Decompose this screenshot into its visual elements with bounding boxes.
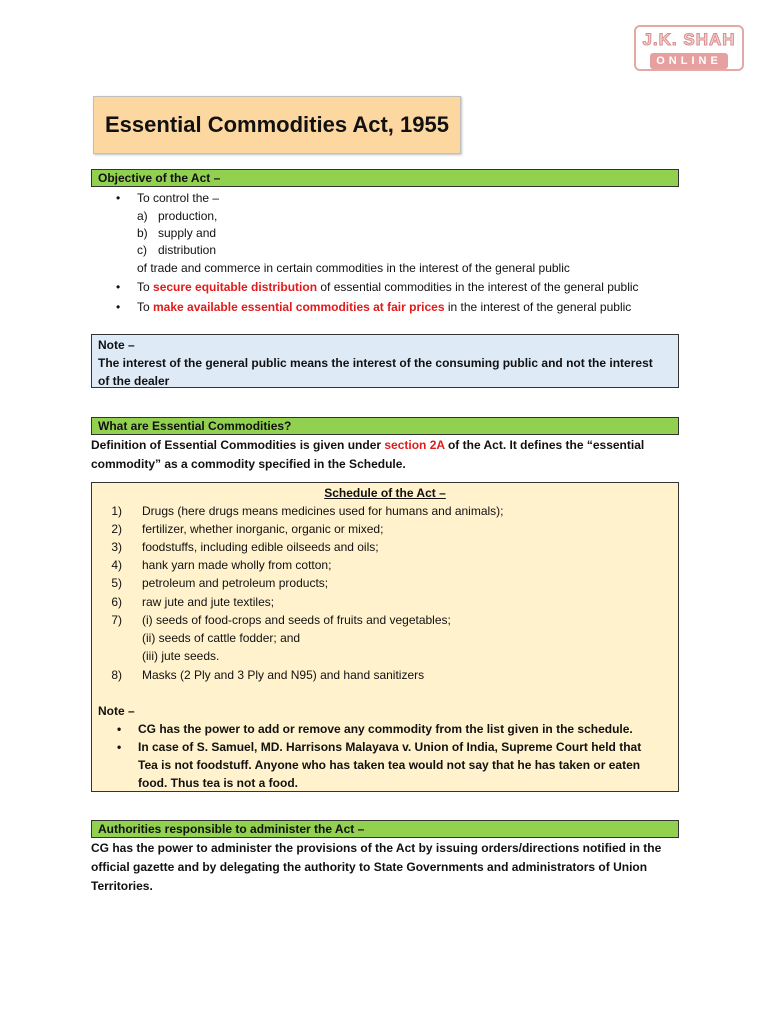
authorities-line: official gazette and by delegating the authority to State Governments and administrators of Union [91,860,648,874]
authorities-line: Territories. [91,879,153,893]
highlight-text: secure equitable distribution [153,280,318,294]
schedule-item: fertilizer, whether inorganic, organic or mixed; [142,522,384,536]
schedule-note-bullet1: CG has the power to add or remove any commodity from the list given in the schedule. [138,722,633,736]
objective-bullet2: To secure equitable distribution of essential commodities in the interest of the general public [137,280,639,294]
sub-item-label: c) [137,243,147,257]
note-box [91,334,679,388]
authorities-line: CG has the power to administer the provisions of the Act by issuing orders/directions notified in the [91,841,662,855]
schedule-item-number: 4) [111,558,122,572]
schedule-item: (iii) jute seeds. [142,649,220,663]
definition-line1: Definition of Essential Commodities is given under section 2A of the Act. It defines the “essential [91,438,645,452]
schedule-item-number: 7) [111,613,122,627]
schedule-item: Masks (2 Ply and 3 Ply and N95) and hand sanitizers [142,668,425,682]
schedule-item-number: 2) [111,522,122,536]
schedule-note-bullet2-line: In case of S. Samuel, MD. Harrisons Malayava v. Union of India, Supreme Court held that [138,740,642,754]
jk-shah-online-logo [634,25,744,71]
objective-continuation: of trade and commerce in certain commodities in the interest of the general public [137,261,570,275]
note-label: Note – [98,338,135,352]
objective-bullet3: To make available essential commodities at fair prices in the interest of the general public [137,300,632,314]
note-line1: The interest of the general public means the interest of the consuming public and not the interest [98,356,653,370]
schedule-item: foodstuffs, including edible oilseeds and oils; [142,540,379,554]
bullet-dot: • [116,191,121,205]
schedule-item: hank yarn made wholly from cotton; [142,558,332,572]
schedule-item-number: 3) [111,540,122,554]
note-line2: of the dealer [98,374,170,388]
schedule-note-bullet2-line: food. Thus tea is not a food. [138,776,298,790]
logo-line2: ONLINE [650,53,728,69]
schedule-item: raw jute and jute textiles; [142,595,275,609]
schedule-title: Schedule of the Act – [324,486,446,500]
schedule-box [91,482,679,792]
definition-line2: commodity” as a commodity specified in the Schedule. [91,457,406,471]
sub-item-text: supply and [158,226,217,240]
schedule-note-label: Note – [98,704,135,718]
schedule-note-bullet2-line: Tea is not foodstuff. Anyone who has taken tea would not say that he has taken or eaten [138,758,641,772]
schedule-item-number: 1) [111,504,122,518]
bullet-dot: • [117,740,122,754]
objective-heading: Objective of the Act – [91,169,679,187]
schedule-item: Drugs (here drugs means medicines used for humans and animals); [142,504,504,518]
bullet-dot: • [117,722,122,736]
schedule-item: (i) seeds of food-crops and seeds of fruits and vegetables; [142,613,451,627]
document-title: Essential Commodities Act, 1955 [105,112,449,137]
authorities-heading: Authorities responsible to administer the Act – [91,820,679,838]
logo-line1: J.K. SHAH [642,30,736,49]
sub-item-label: a) [137,209,148,223]
schedule-item-number: 5) [111,576,122,590]
objective-bullet1-intro: To control the – [137,191,220,205]
sub-item-text: distribution [158,243,217,257]
essential-commodities-heading: What are Essential Commodities? [91,417,679,435]
bullet-dot: • [116,280,121,294]
schedule-item-number: 6) [111,595,122,609]
bullet-dot: • [116,300,121,314]
sub-item-text: production, [158,209,218,223]
document-title-box [93,96,461,154]
schedule-item: petroleum and petroleum products; [142,576,329,590]
schedule-item: (ii) seeds of cattle fodder; and [142,631,301,645]
highlight-text: make available essential commodities at fair prices [153,300,445,314]
schedule-item-number: 8) [111,668,122,682]
sub-item-label: b) [137,226,148,240]
section-reference: section 2A [384,438,445,452]
